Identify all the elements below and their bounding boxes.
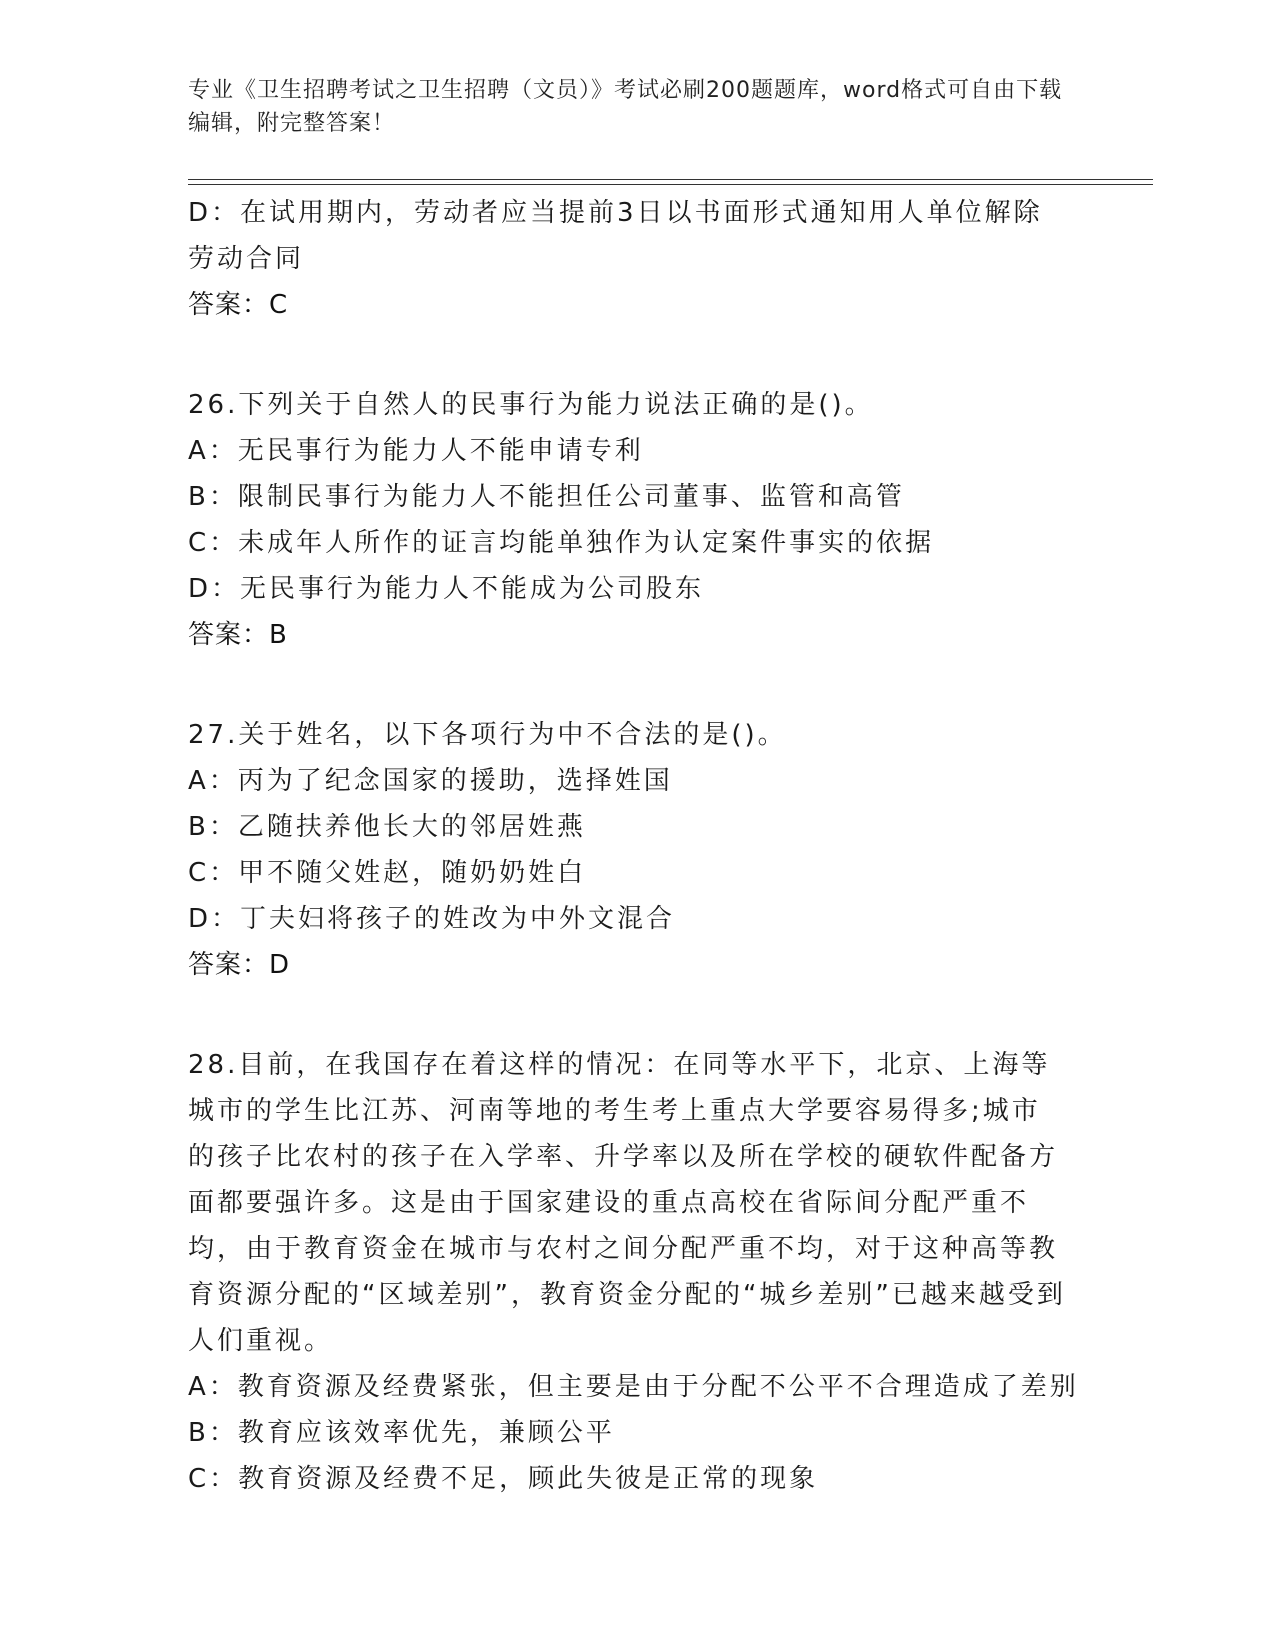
option-d: D：无民事行为能力人不能成为公司股东 <box>188 574 705 604</box>
option-a: A：丙为了纪念国家的援助，选择姓国 <box>188 766 673 796</box>
question-stem: 26.下列关于自然人的民事行为能力说法正确的是()。 <box>188 390 874 420</box>
question-26 <box>188 382 1068 658</box>
option-a: A：教育资源及经费紧张，但主要是由于分配不公平不合理造成了差别 <box>188 1372 1079 1402</box>
spacer <box>188 328 1068 382</box>
option-a: A：无民事行为能力人不能申请专利 <box>188 436 644 466</box>
question-stem: 28.目前，在我国存在着这样的情况：在同等水平下，北京、上海等城市的学生比江苏、河南等地的考生考上重点大学要容易得多;城市的孩子比农村的孩子在入学率、升学率以及所在学校的硬软件配备方面都要强许多。这是由于国家建设的重点高校在省际间分配严重不均，由于教育资金在城市与农村之间分配严重不均，对于这种高等教育资源分配的“区域差别”，教育资金分配的“城乡差别”已越来越受到人们重视。 <box>188 1050 1066 1356</box>
option-b: B：乙随扶养他长大的邻居姓燕 <box>188 812 586 842</box>
option-c: C：教育资源及经费不足，顾此失彼是正常的现象 <box>188 1464 819 1494</box>
option-b: B：教育应该效率优先，兼顾公平 <box>188 1418 615 1448</box>
header-divider-bottom <box>188 184 1153 185</box>
answer-label: 答案：C <box>188 290 289 320</box>
document-body <box>188 190 1079 1502</box>
answer-label: 答案：D <box>188 950 291 980</box>
option-c: C：甲不随父姓赵，随奶奶姓白 <box>188 858 587 888</box>
header-divider-top <box>188 179 1153 180</box>
option-b: B：限制民事行为能力人不能担任公司董事、监管和高管 <box>188 482 905 512</box>
question-28 <box>188 1042 1079 1502</box>
option-d: D：丁夫妇将孩子的姓改为中外文混合 <box>188 904 676 934</box>
option-c: C：未成年人所作的证言均能单独作为认定案件事实的依据 <box>188 528 935 558</box>
answer-label: 答案：B <box>188 620 288 650</box>
question-stem: 27.关于姓名，以下各项行为中不合法的是()。 <box>188 720 787 750</box>
question-27 <box>188 712 1068 988</box>
page-header-title: 专业《卫生招聘考试之卫生招聘（文员）》考试必刷200题题库，word格式可自由下载编辑，附完整答案！ <box>188 78 1063 136</box>
spacer <box>188 988 1068 1042</box>
question-25-continuation <box>188 190 1068 328</box>
option-d: D：在试用期内，劳动者应当提前3日以书面形式通知用人单位解除劳动合同 <box>188 198 1043 274</box>
spacer <box>188 658 1068 712</box>
